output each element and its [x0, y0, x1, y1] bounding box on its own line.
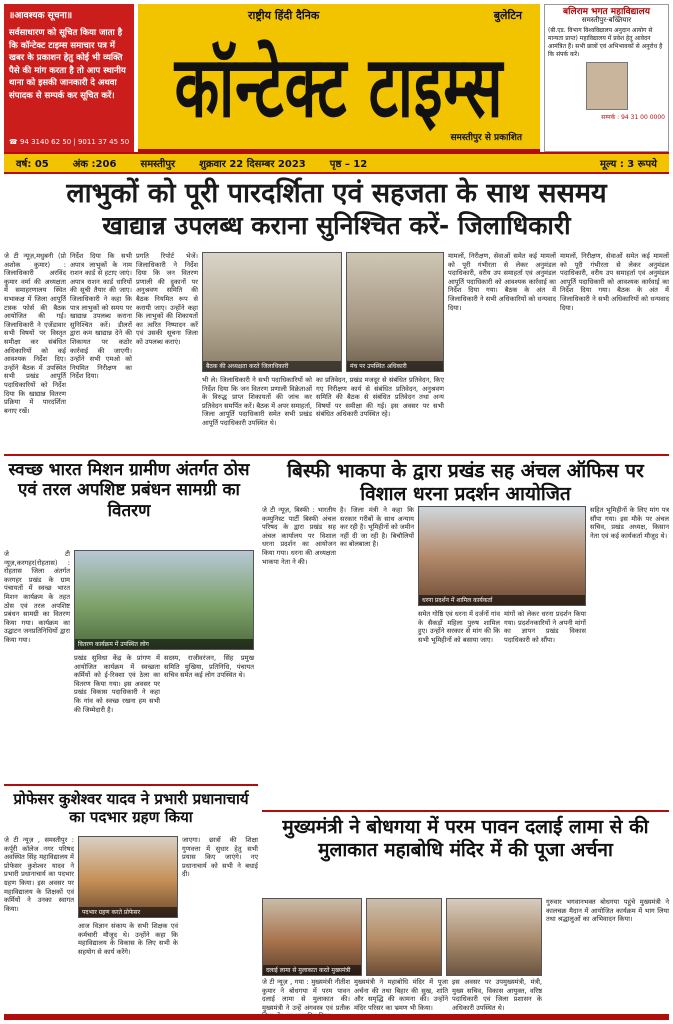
story3-col2: है। जिला मंत्री ने कहा कि सरकार गरीबों के साथ अन्याय कर रही है। भूमिहीनों को जमीन नहीं दी जा रही है। बिचौलियों का बोलबाला है।: [340, 506, 414, 549]
story4-col1: जे टी न्यूज़ , समस्तीपुर : कर्पूरी कॉलेज नगर परिषद अवस्थित सिंह महाविद्यालय में प्रोफेसर कुशेश्वर यादव ने प्रभारी प्रधानाचार्य का पदभार ग्रहण किया। इस अवसर पर महाविद्यालय के शिक्षकों एवं कर्मियों ने उनका स्वागत किया।: [4, 836, 74, 913]
story3-photo-protest: [418, 506, 586, 606]
issue-city: समस्तीपुर: [140, 159, 176, 170]
story1-col5: का प्रतिवेदन, प्रखंड मजदूर से संबंधित प्रतिवेदन, किए गए निरीक्षण कार्य से संबंधित प्रतिवेदन, अनुश्रवण समिति की बैठक से संबंधित प्रतिवेदन तथा अन्य विषयों पर समीक्षा की गई। इस अवसर पर सभी संबंधित अधिकारी उपस्थित रहे।: [316, 376, 444, 419]
story2-col1: जे टी न्यूज़,करगहर(रोहतास) : रोहतास जिला अंतर्गत करगहर प्रखंड के ग्राम पंचायतों में स्वच्छ भारत मिशन कार्यक्रम के तहत ठोस एवं तरल अपशिष्ट प्रबंधन सामग्री का वितरण किया गया। कार्यक्रम का उद्घाटन जनप्रतिनिधियों द्वारा किया गया।: [4, 550, 70, 644]
divider-rule-right: [262, 810, 669, 812]
story5-photo-caption: दलाई लामा से मुलाकात करते मुख्यमंत्री: [263, 965, 361, 975]
story2-photo-distribution: [74, 550, 254, 650]
ad-title: बलिराम भगत महाविद्यालय: [563, 7, 650, 17]
story5-photo-meeting: [262, 898, 362, 976]
story1-photo-officials: [346, 252, 444, 372]
divider-rule-left: [4, 784, 258, 786]
issue-year: वर्ष: 05: [16, 159, 49, 170]
divider-rule: [4, 454, 669, 456]
story4-photo-charge: [78, 836, 178, 918]
story2-col2: प्रखंड सुविधा केंद्र के प्रांगण में आयोजित कार्यक्रम में स्वच्छता कर्मियों को ई-रिक्शा एवं ठेला का वितरण किया गया। इस अवसर पर प्रखंड विकास पदाधिकारी ने कहा कि गांव को स्वच्छ रखना हम सभी की जिम्मेदारी है।: [74, 654, 160, 714]
story5-headline: मुख्यमंत्री ने बोधगया में परम पावन दलाई लामा से की मुलाकात महाबोधि मंदिर में की पूजा अर्चना: [282, 816, 649, 861]
issue-price: मूल्य : 3 रूपये: [599, 159, 657, 170]
story1-photo-meeting: [202, 252, 342, 372]
issue-info-bar: [4, 152, 669, 174]
masthead: [4, 4, 669, 152]
notice-body: सर्वसाधारण को सूचित किया जाता है कि कॉन्टेक्ट टाइम्स समाचार पत्र में खबर के प्रकाशन हेतु कोई भी व्यक्ति पैसे की मांग करता है तो आप स्थानीय थाना को इसकी जानकारी दे अथवा संपादक से सम्पर्क कर सूचित करें।: [9, 28, 126, 101]
newspaper-brand: [138, 4, 540, 152]
story3-col4: मांगों को लेकर धरना प्रदर्शन किया गया। प्रदर्शनकारियों ने अपनी मांगों का ज्ञापन प्रखंड विकास पदाधिकारी को सौंपा।: [504, 610, 586, 644]
ad-phone: सम्पर्क : 94 31 00 0000: [601, 114, 665, 121]
notice-phone: ☎ 94 3140 62 50 | 9011 37 45 50: [9, 138, 130, 146]
story3-col1: जे टी न्यूज़, बिस्फी : भारतीय कम्युनिस्ट पार्टी बिस्फी अंचल परिषद के द्वारा प्रखंड सह अंचल कार्यालय पर विशाल धरना प्रदर्शन का आयोजन किया गया। धरना की अध्यक्षता भाकपा नेता ने की।: [262, 506, 336, 566]
publication-place: समस्तीपुर से प्रकाशित: [450, 133, 522, 143]
lead-headline-line2: खाद्यान्न उपलब्ध कराना सुनिश्चित करें- जिलाधिकारी: [102, 211, 571, 240]
story1-photo-caption: बैठक की अध्यक्षता करते जिलाधिकारी: [203, 361, 341, 371]
issue-number: अंक :206: [72, 159, 117, 170]
story5-col1: जे टी न्यूज़ , गया : मुख्यमंत्री नीतीश कुमार ने बोधगया में परम पावन दलाई लामा से मुलाकात की। मुख्यमंत्री ने उन्हें अंगवस्त्र एवं प्रतीक: [262, 978, 350, 1012]
story4-photo-caption: पदभार ग्रहण करते प्रोफेसर: [79, 907, 177, 917]
story1-photo-caption2: मंच पर उपस्थित अधिकारी: [347, 361, 443, 371]
story1-col4: भी ले। जिलाधिकारी ने सभी पदाधिकारियों को निर्देश दिया कि जन वितरण प्रणाली विक्रेताओं के विरुद्ध प्राप्त शिकायतों की जांच कर प्रतिवेदन समर्पित करें। बैठक में अपर समाहर्ता, जिला आपूर्ति पदाधिकारी समेत सभी प्रखंड आपूर्ति पदाधिकारी उपस्थित थे।: [202, 376, 312, 427]
story5-col4: गुरुवार भगवानभक्त बोधगया पहुंचे मुख्यमंत्री ने कालचक्र मैदान में आयोजित कार्यक्रम में भाग लिया तथा श्रद्धालुओं का अभिवादन किया।: [546, 898, 669, 924]
story1-col3: प्रगति रिपोर्ट भेजें। जिलाधिकारी ने निर्देश दिया कि जन वितरण प्रणाली की दुकानों पर अनुश्रवण समिति की बैठक नियमित रूप से करायी जाए। उन्होंने कहा कि लाभुकों की शिकायतों का त्वरित निष्पादन करें एवं उसकी सूचना जिला को उपलब्ध कराएं।: [136, 252, 198, 346]
story5-col2: मुख्यमंत्री ने महाबोधि मंदिर में पूजा अर्चना की तथा बिहार की सुख, शांति और समृद्धि की कामना की। उन्होंने मंदिर परिसर का भ्रमण भी किया।: [354, 978, 448, 1012]
newspaper-title: कॉन्टेक्ट टाइम्स: [174, 37, 504, 137]
story2-col3: सदस्य, राजीवरंजन, सिंह प्रमुख समिति मुखिया, प्रतिनिधि, पंचायत सचिव समेत कई लोग उपस्थित थे।: [164, 654, 254, 680]
story1-col2: निर्देश दिया कि सभी अपात्र लाभुकों के नाम राशन कार्ड से हटाए जाएं। अपात्र राशन कार्ड धारियों की सूची तैयार की जाए। जिलाधिकारी ने कहा कि पात्र लाभुकों को समय पर खाद्यान्न उपलब्ध कराना सुनिश्चित करें। डीलरों द्वारा कम खाद्यान्न देने की शिकायत पर कठोर कार्रवाई की जाएगी। उन्होंने सभी एमओ को नियमित निरीक्षण का निर्देश दिया।: [70, 252, 132, 381]
story2-photo-caption: वितरण कार्यक्रम में उपस्थित लोग: [75, 639, 253, 649]
lead-headline-line1: लाभुकों को पूरी पारदर्शिता एवं सहजता के साथ ससमय: [66, 178, 607, 209]
story1-col6: मामलों, निरीक्षण, सेवाओं समेत कई मामलों को पूरी गंभीरता से लेकर अनुमंडल पदाधिकारी, वरीय उप समाहर्ता एवं अनुमंडल आपूर्ति पदाधिकारी को आवश्यक कार्रवाई का निर्देश दिया गया। बैठक के अंत में जिलाधिकारी ने सभी अधिकारियों को धन्यवाद दिया।: [448, 252, 556, 312]
story2-headline: स्वच्छ भारत मिशन ग्रामीण अंतर्गत ठोस एवं तरल अपशिष्ट प्रबंधन सामग्री का वितरण: [8, 460, 250, 521]
bottom-strip: [4, 1014, 669, 1020]
story3-col5: सहित भूमिहीनों के लिए मांग पत्र सौंपा गया। इस मौके पर अंचल सचिव, प्रखंड अध्यक्ष, किसान नेता एवं कई कार्यकर्ता मौजूद थे।: [590, 506, 669, 540]
story3-photo-caption: धरना प्रदर्शन में शामिल कार्यकर्ता: [419, 595, 585, 605]
story4-headline: प्रोफेसर कुशेश्वर यादव ने प्रभारी प्रधानाचार्य का पदभार ग्रहण किया: [13, 790, 249, 826]
story4-col2: आज विज्ञान संकाय के सभी शिक्षक एवं कर्मचारी मौजूद थे। उन्होंने कहा कि महाविद्यालय के विकास के लिए सभी के सहयोग से कार्य करेंगे।: [78, 922, 178, 956]
kicker-left: राष्ट्रीय हिंदी दैनिक: [248, 9, 320, 22]
ad-portrait-photo: [586, 62, 628, 110]
story1-col7: मामलों, निरीक्षण, सेवाओं समेत कई मामलों को पूरी गंभीरता से लेकर अनुमंडल पदाधिकारी, वरीय उप समाहर्ता एवं अनुमंडल आपूर्ति पदाधिकारी को आवश्यक कार्रवाई का निर्देश दिया गया। बैठक के अंत में जिलाधिकारी ने सभी अधिकारियों को धन्यवाद दिया।: [560, 252, 669, 312]
story5-photo-temple: [446, 898, 542, 976]
story1-col1: जे टी न्यूज़,मधुबनी (प्रो अशोक कुमार) : जिलाधिकारी अरविंद कुमार वर्मा की अध्यक्षता में समाहरणालय स्थित सभाकक्ष में जिला आपूर्ति टास्क फोर्स की बैठक आयोजित की गई। जिलाधिकारी ने एजेंडावार सभी विषयों पर विस्तृत समीक्षा कर संबंधित अधिकारियों को कई आवश्यक निर्देश दिए। उन्होंने बैठक में उपस्थित सभी प्रखंड आपूर्ति पदाधिकारियों को निर्देश दिया कि खाद्यान्न वितरण प्रक्रिया में पारदर्शिता बनाए रखें।: [4, 252, 66, 415]
college-advertisement: [544, 4, 669, 152]
issue-pages: पृष्ठ – 12: [329, 159, 368, 170]
story5-col3: इस अवसर पर उपमुख्यमंत्री, मंत्री, मुख्य सचिव, विकास आयुक्त, वरिष्ठ पदाधिकारी एवं जिला प्रशासन के अधिकारी उपस्थित थे।: [452, 978, 542, 1012]
notice-title: ॥आवश्यक सूचना॥: [9, 11, 73, 21]
kicker-right: बुलेटिन: [493, 9, 522, 22]
notice-box: [4, 4, 134, 152]
story3-headline: बिस्फी भाकपा के द्वारा प्रखंड सह अंचल ऑफिस पर विशाल धरना प्रदर्शन आयोजित: [287, 460, 644, 505]
ad-text: (बी.एड. विभाग विश्वविद्यालय अनुदान आयोग से मान्यता प्राप्त) महाविद्यालय में प्रवेश हेतु आवेदन आमंत्रित हैं। सभी छात्रों एवं अभिभावकों से अनुरोध है कि संपर्क करें।: [548, 27, 663, 58]
story4-col3: जाएगा। छात्रों की शिक्षा गुणवत्ता में सुधार हेतु सभी प्रयास किए जाएंगे। नए प्रधानाचार्य को सभी ने बधाई दी।: [182, 836, 258, 879]
ad-place: समस्तीपुर-बख्तियार: [581, 16, 632, 24]
story5-photo-prayer: [366, 898, 442, 976]
story3-col3: समेत गोष्ठि एवं धरना में दर्जनों गांव के सैकड़ों महिला पुरुष शामिल हुए। उन्होंने सरकार से मांग की कि सभी भूमिहीनों को बसाया जाए।: [418, 610, 500, 644]
issue-date: शुक्रवार 22 दिसम्बर 2023: [199, 159, 306, 170]
